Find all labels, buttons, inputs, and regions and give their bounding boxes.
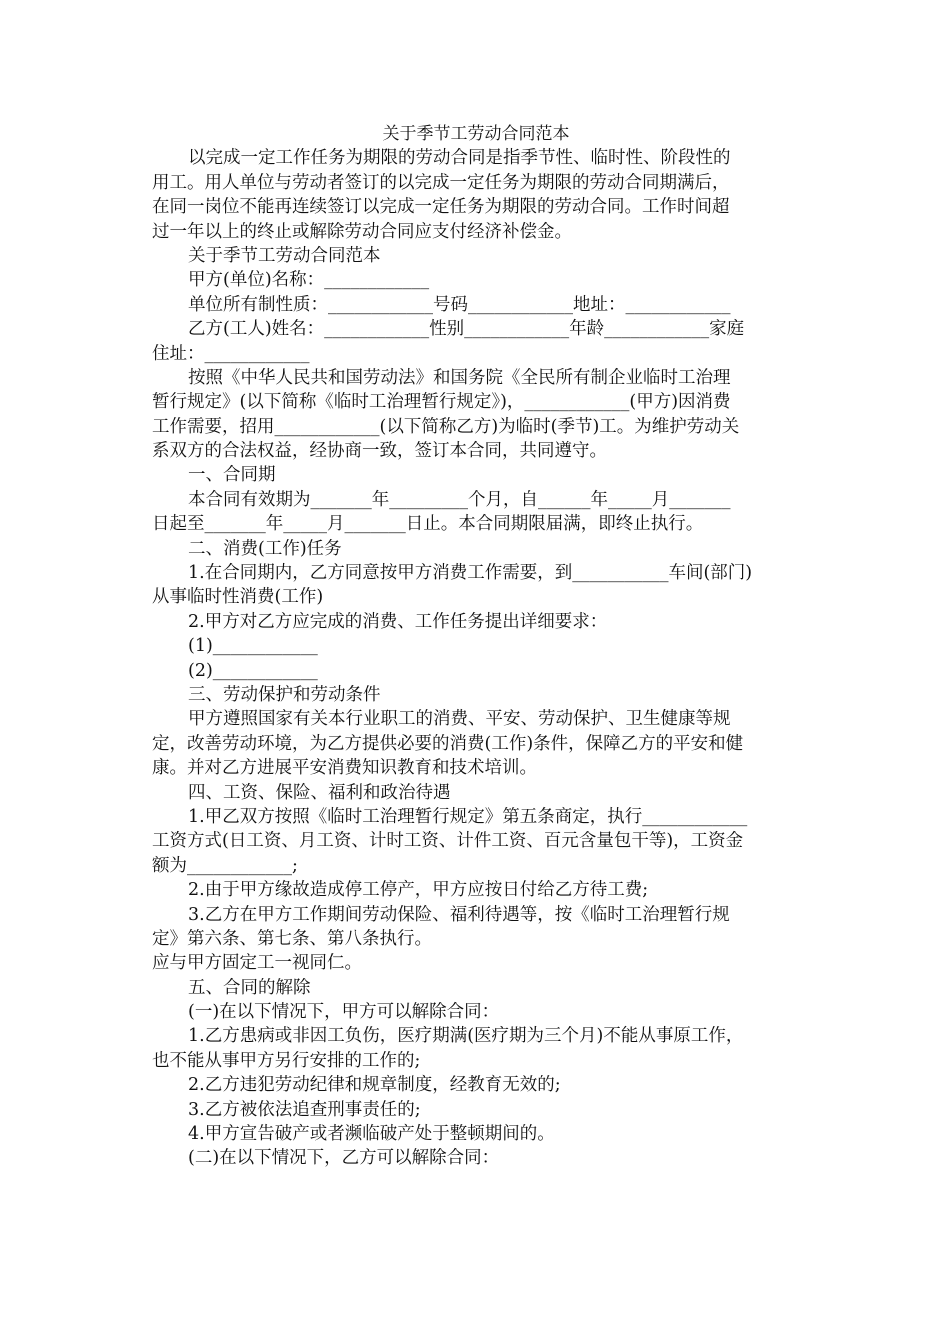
paragraph-line: 1.甲乙双方按照《临时工治理暂行规定》第五条商定，执行____________ (188, 806, 748, 827)
paragraph-line: (一)在以下情况下，甲方可以解除合同： (188, 1002, 500, 1023)
paragraph-line: (2)____________ (188, 660, 318, 681)
paragraph-line: 4.甲方宣告破产或者濒临破产处于整顿期间的。 (188, 1124, 555, 1145)
paragraph-line: (1)____________ (188, 636, 318, 657)
paragraph-line: 在同一岗位不能再连续签订以完成一定任务为期限的劳动合同。工作时间超 (152, 197, 730, 218)
paragraph-line: 也不能从事甲方另行安排的工作的; (152, 1050, 421, 1071)
paragraph-line: 日起至_______年_____月_______日止。本合同期限届满，即终止执行。 (152, 514, 704, 535)
document-title: 关于季节工劳动合同范本 (382, 124, 570, 144)
paragraph-line: 甲方遵照国家有关本行业职工的消费、平安、劳动保护、卫生健康等规 (188, 709, 731, 730)
paragraph-line: 三、劳动保护和劳动条件 (188, 684, 381, 705)
paragraph-line: 五、合同的解除 (188, 977, 311, 998)
paragraph-line: 按照《中华人民共和国劳动法》和国务院《全民所有制企业临时工治理 (188, 367, 731, 388)
document-page (152, 122, 800, 1171)
paragraph-line: 过一年以上的终止或解除劳动合同应支付经济补偿金。 (152, 221, 572, 242)
paragraph-line: 用工。用人单位与劳动者签订的以完成一定任务为期限的劳动合同期满后， (152, 172, 730, 193)
paragraph-line: 工资方式(日工资、月工资、计时工资、计件工资、百元含量包干等)，工资金 (152, 831, 744, 852)
paragraph-line: 2.由于甲方缘故造成停工停产，甲方应按日付给乙方待工费; (188, 880, 649, 901)
paragraph-line: 1.在合同期内，乙方同意按甲方消费工作需要，到___________车间(部门) (188, 563, 753, 584)
paragraph-line: (二)在以下情况下，乙方可以解除合同： (188, 1148, 500, 1169)
paragraph-line: 本合同有效期为_______年_________个月，自______年_____月_______ (188, 489, 731, 510)
paragraph-line: 定》第六条、第七条、第八条执行。 (152, 928, 432, 949)
paragraph-line: 关于季节工劳动合同范本 (188, 245, 381, 266)
paragraph-line: 系双方的合法权益，经协商一致，签订本合同，共同遵守。 (152, 441, 607, 462)
paragraph-line: 3.乙方被依法追查刑事责任的; (188, 1099, 421, 1120)
paragraph-line: 二、消费(工作)任务 (188, 538, 342, 559)
paragraph-line: 2.甲方对乙方应完成的消费、工作任务提出详细要求： (188, 611, 608, 632)
paragraph-line: 1.乙方患病或非因工负伤，医疗期满(医疗期为三个月)不能从事原工作， (188, 1026, 744, 1047)
paragraph-line: 2.乙方违犯劳动纪律和规章制度，经教育无效的; (188, 1075, 561, 1096)
paragraph-line: 定，改善劳动环境，为乙方提供必要的消费(工作)条件，保障乙方的平安和健 (152, 733, 744, 754)
paragraph-line: 3.乙方在甲方工作期间劳动保险、福利待遇等，按《临时工治理暂行规 (188, 904, 730, 925)
paragraph-line: 康。并对乙方进展平安消费知识教育和技术培训。 (152, 758, 537, 779)
paragraph-line: 额为____________; (152, 855, 298, 876)
paragraph-line: 暂行规定》(以下简称《临时工治理暂行规定》)，____________(甲方)因消费 (152, 392, 731, 413)
paragraph-line: 以完成一定工作任务为期限的劳动合同是指季节性、临时性、阶段性的 (188, 148, 731, 169)
document-body (152, 146, 800, 1170)
paragraph-line: 一、合同期 (188, 465, 276, 486)
paragraph-line: 应与甲方固定工一视同仁。 (152, 953, 362, 974)
paragraph-line: 四、工资、保险、福利和政治待遇 (188, 782, 451, 803)
paragraph-line: 单位所有制性质：____________号码____________地址：____________ (188, 294, 731, 315)
paragraph-line: 乙方(工人)姓名：____________性别____________年龄____________家庭 (188, 319, 745, 340)
paragraph-line: 从事临时性消费(工作) (152, 587, 324, 608)
paragraph-line: 甲方(单位)名称：____________ (188, 270, 430, 291)
paragraph-line: 住址：____________ (152, 343, 310, 364)
paragraph-line: 工作需要，招用____________(以下简称乙方)为临时(季节)工。为维护劳动关 (152, 416, 740, 437)
